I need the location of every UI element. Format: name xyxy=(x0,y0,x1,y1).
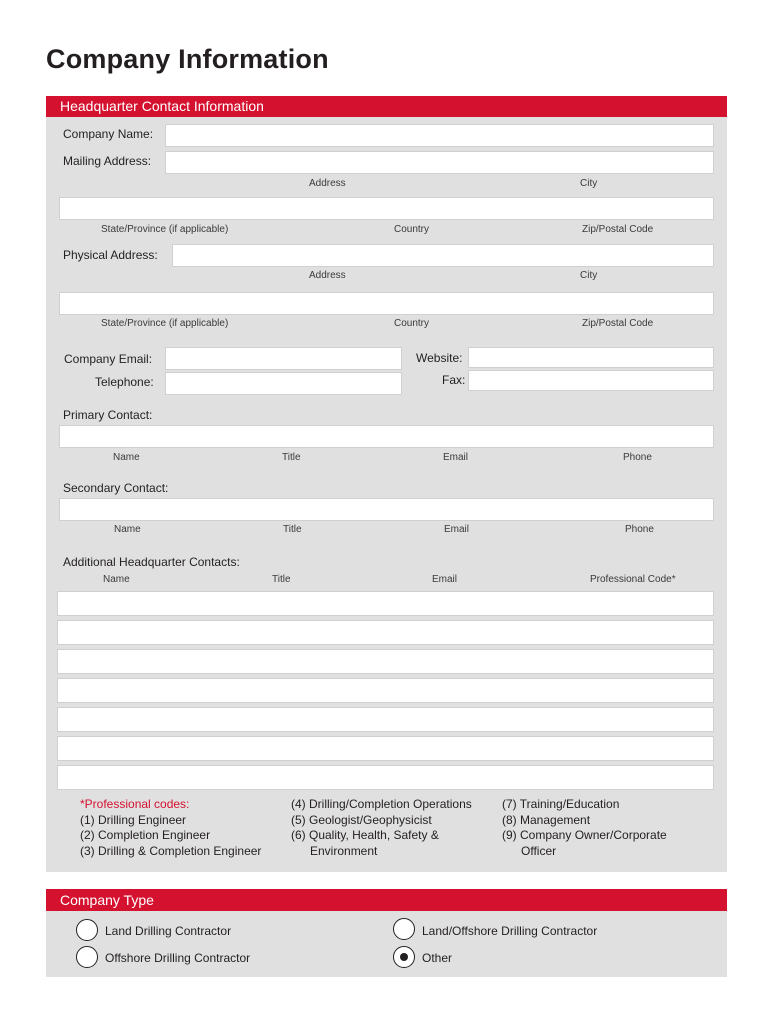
company-email-field[interactable] xyxy=(165,347,402,370)
radio-button[interactable] xyxy=(76,919,98,941)
mailing-country-sublabel: Country xyxy=(394,224,430,235)
additional-contact-row[interactable] xyxy=(57,678,714,703)
website-field[interactable] xyxy=(468,347,714,368)
company-type-header: Company Type xyxy=(46,889,727,911)
secondary-name-sublabel: Name xyxy=(114,524,141,535)
additional-title-column: Title xyxy=(272,574,291,585)
mailing-address-field[interactable] xyxy=(165,151,714,174)
secondary-title-sublabel: Title xyxy=(283,524,302,535)
code-item: (7) Training/Education xyxy=(502,797,620,811)
primary-title-sublabel: Title xyxy=(282,452,301,463)
telephone-label: Telephone: xyxy=(95,375,154,389)
code-item: (4) Drilling/Completion Operations xyxy=(291,797,472,811)
secondary-phone-sublabel: Phone xyxy=(625,524,654,535)
primary-phone-sublabel: Phone xyxy=(623,452,652,463)
professional-codes-col3 xyxy=(502,797,667,859)
mailing-zip-sublabel: Zip/Postal Code xyxy=(582,224,654,235)
mailing-address-label: Mailing Address: xyxy=(63,154,152,168)
additional-contact-row[interactable] xyxy=(57,649,714,674)
mailing-address-sublabel: Address xyxy=(309,178,346,189)
company-name-label: Company Name: xyxy=(63,127,154,141)
primary-contact-field[interactable] xyxy=(59,425,714,448)
radio-button-selected[interactable] xyxy=(393,946,415,968)
option-label: Offshore Drilling Contractor xyxy=(105,951,251,965)
code-item: (2) Completion Engineer xyxy=(80,828,211,842)
company-email-label: Company Email: xyxy=(64,352,153,366)
secondary-email-sublabel: Email xyxy=(444,524,470,535)
physical-address-sublabel: Address xyxy=(309,270,346,281)
physical-country-sublabel: Country xyxy=(394,318,430,329)
mailing-city-sublabel: City xyxy=(580,178,598,189)
code-item: (1) Drilling Engineer xyxy=(80,812,187,827)
option-label: Land/Offshore Drilling Contractor xyxy=(422,924,598,938)
option-label: Other xyxy=(422,951,453,965)
code-item-continued: Environment xyxy=(310,843,378,858)
additional-email-column: Email xyxy=(432,574,458,585)
code-item-continued: Officer xyxy=(521,843,557,858)
physical-address-field[interactable] xyxy=(172,244,714,267)
additional-contacts-label: Additional Headquarter Contacts: xyxy=(63,555,240,569)
website-label: Website: xyxy=(416,351,463,365)
company-type-option-other[interactable] xyxy=(393,946,593,970)
radio-button[interactable] xyxy=(393,918,415,940)
option-label: Land Drilling Contractor xyxy=(105,924,232,938)
secondary-contact-field[interactable] xyxy=(59,498,714,521)
company-name-field[interactable] xyxy=(165,124,714,147)
code-item: (6) Quality, Health, Safety & xyxy=(291,828,439,842)
company-type-option-land[interactable] xyxy=(76,919,336,943)
mailing-state-country-zip-field[interactable] xyxy=(59,197,714,220)
professional-codes-col2 xyxy=(291,797,472,859)
additional-contact-row[interactable] xyxy=(57,620,714,645)
mailing-state-sublabel: State/Province (if applicable) xyxy=(101,224,229,235)
fax-label: Fax: xyxy=(442,373,466,387)
additional-code-column: Professional Code* xyxy=(590,574,676,585)
professional-codes-heading: *Professional codes: xyxy=(80,797,190,811)
code-item: (3) Drilling & Completion Engineer xyxy=(80,843,262,858)
additional-contact-row[interactable] xyxy=(57,707,714,732)
telephone-field[interactable] xyxy=(165,372,402,395)
page-title: Company Information xyxy=(46,44,329,74)
physical-zip-sublabel: Zip/Postal Code xyxy=(582,318,654,329)
physical-city-sublabel: City xyxy=(580,270,598,281)
hq-section-header: Headquarter Contact Information xyxy=(46,96,727,117)
additional-name-column: Name xyxy=(103,574,130,585)
secondary-contact-label: Secondary Contact: xyxy=(63,481,169,495)
radio-selected-dot xyxy=(400,953,408,961)
primary-name-sublabel: Name xyxy=(113,452,140,463)
code-item: (9) Company Owner/Corporate xyxy=(502,828,667,842)
code-item: (8) Management xyxy=(502,812,591,827)
fax-field[interactable] xyxy=(468,370,714,391)
additional-contact-row[interactable] xyxy=(57,736,714,761)
physical-state-sublabel: State/Province (if applicable) xyxy=(101,318,229,329)
code-item: (5) Geologist/Geophysicist xyxy=(291,812,432,827)
radio-button[interactable] xyxy=(76,946,98,968)
additional-contact-row[interactable] xyxy=(57,765,714,790)
company-type-option-land-offshore[interactable] xyxy=(393,918,693,942)
physical-state-country-zip-field[interactable] xyxy=(59,292,714,315)
primary-contact-label: Primary Contact: xyxy=(63,408,153,422)
company-type-option-offshore[interactable] xyxy=(76,946,336,970)
primary-email-sublabel: Email xyxy=(443,452,469,463)
professional-codes-col1 xyxy=(80,797,261,859)
physical-address-label: Physical Address: xyxy=(63,248,158,262)
additional-contact-row[interactable] xyxy=(57,591,714,616)
